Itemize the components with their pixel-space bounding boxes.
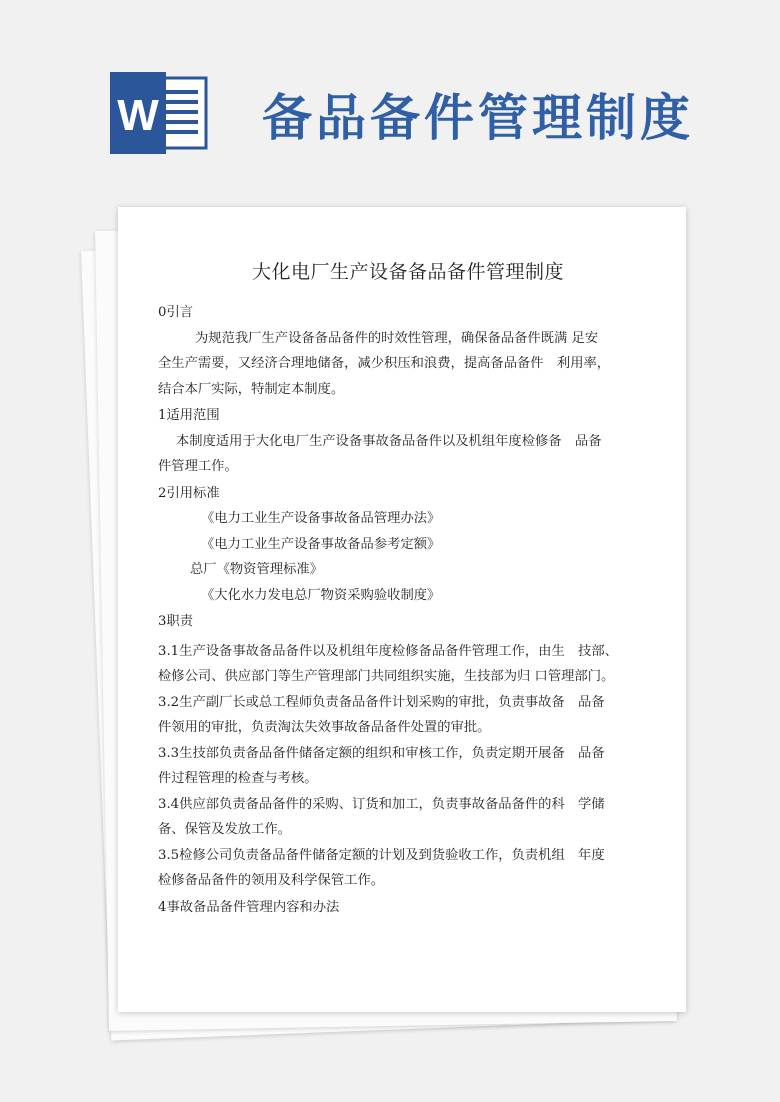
reference-item: 《电力工业生产设备事故备品管理办法》 (201, 511, 441, 526)
word-document-icon (108, 72, 208, 154)
section-heading-management: 4事故备品备件管理内容和办法 (158, 899, 340, 915)
section-heading-duties: 3职责 (158, 614, 194, 629)
duty-3-2-line-1: 3.2生产副厂长或总工程师负责备品备件计划采购的审批，负责事故备 品备 (158, 694, 605, 710)
duty-3-4-line-2: 备、保管及发放工作。 (158, 822, 291, 837)
duty-3-1-line-2: 检修公司、供应部门等生产管理部门共同组织实施，生技部为归 口管理部门。 (158, 669, 615, 684)
section-heading-intro: 0引言 (158, 305, 194, 320)
reference-item: 总厂《物资管理标准》 (190, 562, 323, 577)
banner-title: 备品备件管理制度 (262, 89, 694, 147)
duty-3-5-line-2: 检修备品备件的领用及科学保管工作。 (158, 873, 385, 888)
duty-3-3-line-2: 件过程管理的检查与考核。 (158, 771, 318, 786)
intro-line-1: 为规范我厂生产设备备品备件的时效性管理，确保备品备件既满 足安 (195, 330, 599, 346)
duty-3-4-line-1: 3.4供应部负责备品备件的采购、订货和加工，负责事故备品备件的科 学储 (158, 796, 605, 812)
section-heading-standards: 2引用标准 (158, 485, 220, 501)
duty-3-5-line-1: 3.5检修公司负责备品备件储备定额的计划及到货验收工作，负责机组 年度 (158, 847, 605, 863)
duty-3-3-line-1: 3.3生技部负责备品备件储备定额的组织和审核工作，负责定期开展备 品备 (158, 745, 605, 761)
banner (0, 0, 780, 200)
intro-line-2: 全生产需要，又经济合理地储备，减少积压和浪费，提高备品备件 利用率， (158, 356, 611, 371)
logo-letter: W (117, 91, 159, 140)
reference-item: 《电力工业生产设备事故备品参考定额》 (201, 536, 441, 552)
duty-3-1-line-1: 3.1生产设备事故备品备件以及机组年度检修备品备件管理工作，由生 技部、 (158, 643, 618, 659)
document-body (158, 257, 658, 920)
scope-line-2: 件管理工作。 (158, 459, 238, 474)
scope-line-1: 本制度适用于大化电厂生产设备事故备品备件以及机组年度检修备 品备 (176, 433, 602, 449)
document-title: 大化电厂生产设备备品备件管理制度 (251, 261, 564, 283)
reference-item: 《大化水力发电总厂物资采购验收制度》 (201, 587, 441, 603)
duty-3-2-line-2: 件领用的审批，负责淘汰失效事故备品备件处置的审批。 (158, 720, 491, 735)
document-page (118, 207, 686, 1012)
section-heading-scope: 1适用范围 (158, 408, 220, 423)
intro-line-3: 结合本厂实际，特制定本制度。 (158, 381, 345, 397)
